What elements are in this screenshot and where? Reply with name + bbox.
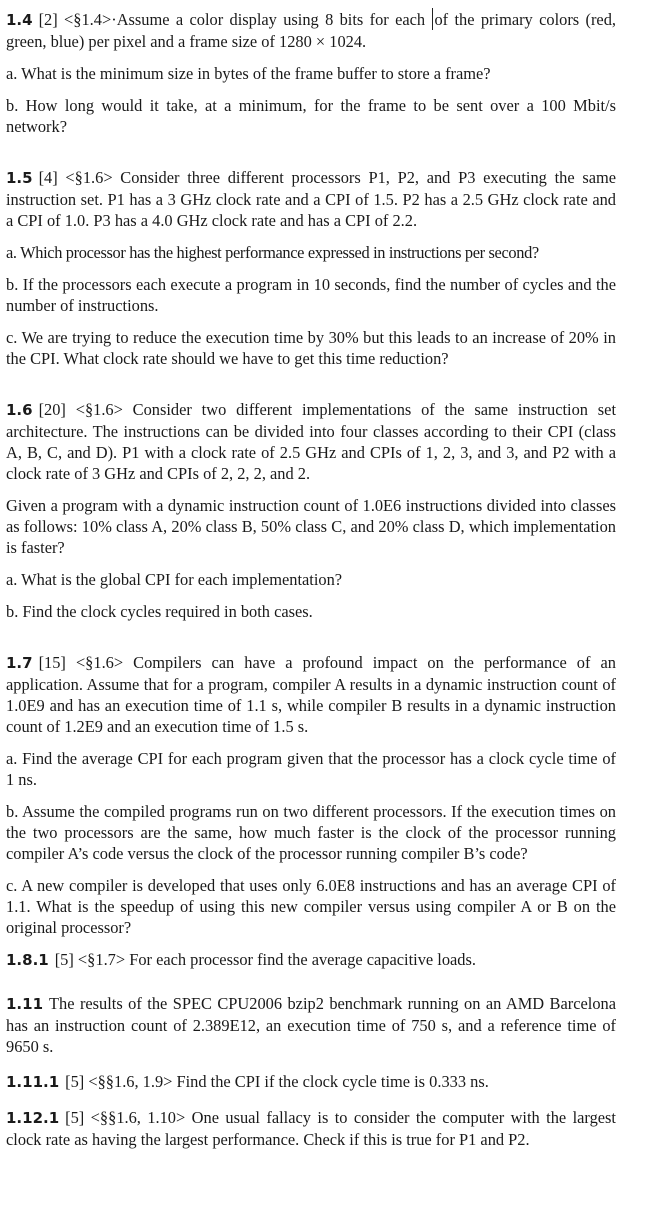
problem-1-7-part-b: b. Assume the compiled programs run on two different processors. If the execution times on the two processors are the same, how much faster is the clock of the processor running compiler A’s code versus the clock of the processor running compiler B’s code? bbox=[6, 802, 616, 863]
problem-number: 1.7 bbox=[6, 654, 33, 672]
problem-text: of the primary colors (red, green, blue) per pixel and a frame size of 1280 × 1024. bbox=[6, 10, 616, 51]
problem-1-5 bbox=[6, 167, 616, 231]
problem-text: Assume a color display using 8 bits for each bbox=[116, 10, 432, 29]
problem-1-6-extra: Given a program with a dynamic instruction count of 1.0E6 instructions divided into classes as follows: 10% class A, 20% class B, 50% class C, and 20% class D, which implementation is faster? bbox=[6, 496, 616, 557]
problem-number: 1.8.1 bbox=[6, 951, 49, 969]
problem-1-5-part-b: b. If the processors each execute a program in 10 seconds, find the number of cycles and the number of instructions. bbox=[6, 275, 616, 315]
problem-text: [15] <§1.6> Compilers can have a profound impact on the performance of an application. Assume that for a program, compiler A results in a dynamic instruction count of 1.0E9 and has an execution time of 1.1 s, while compiler B results in a dynamic instruction count of 1.2E9 and an execution time of 1.5 s. bbox=[6, 653, 616, 736]
problem-text: [20] <§1.6> Consider two different implementations of the same instruction set architecture. The instructions can be divided into four classes according to their CPI (class A, B, C, and D). P1 with a clock rate of 2.5 GHz and CPIs of 1, 2, 3, and 3, and P2 with a clock rate of 3 GHz and CPIs of 2, 2, 2, and 2. bbox=[6, 400, 616, 483]
problem-1-6 bbox=[6, 399, 616, 484]
problem-1-7-part-a: a. Find the average CPI for each program given that the processor has a clock cycle time of 1 ns. bbox=[6, 749, 616, 789]
problem-text: [4] <§1.6> Consider three different processors P1, P2, and P3 executing the same instruction set. P1 has a 3 GHz clock rate and a CPI of 1.5. P2 has a 2.5 GHz clock rate and a CPI of 1.0. P3 has a 4.0 GHz clock rate and has a CPI of 2.2. bbox=[6, 168, 616, 230]
problem-number: 1.6 bbox=[6, 401, 33, 419]
problem-text: [5] <§§1.6, 1.10> One usual fallacy is to consider the computer with the largest clock rate as having the largest performance. Check if this is true for P1 and P2. bbox=[6, 1108, 616, 1149]
problem-text: [5] <§§1.6, 1.9> Find the CPI if the clock cycle time is 0.333 ns. bbox=[65, 1072, 489, 1091]
problem-1-6-part-b: b. Find the clock cycles required in both cases. bbox=[6, 602, 313, 621]
problem-number: 1.5 bbox=[6, 169, 33, 187]
problem-1-12-1 bbox=[6, 1107, 616, 1150]
problem-1-4-part-b: b. How long would it take, at a minimum, for the frame to be sent over a 100 Mbit/s network? bbox=[6, 96, 616, 136]
problem-number: 1.11 bbox=[6, 995, 44, 1013]
problem-1-5-part-c: c. We are trying to reduce the execution time by 30% but this leads to an increase of 20% in the CPI. What clock rate should we have to get this time reduction? bbox=[6, 328, 616, 368]
problem-1-6-part-a: a. What is the global CPI for each implementation? bbox=[6, 570, 343, 589]
problem-1-11 bbox=[6, 993, 616, 1057]
problem-1-8-1 bbox=[6, 949, 616, 971]
problem-1-5-part-a: a. Which processor has the highest performance expressed in instructions per second? bbox=[6, 243, 539, 262]
problem-1-7 bbox=[6, 652, 616, 737]
problem-1-11-1 bbox=[6, 1071, 616, 1093]
problem-1-7-part-c: c. A new compiler is developed that uses only 6.0E8 instructions and has an average CPI of 1.1. What is the speedup of using this new compiler versus using compiler A or B on the original processor? bbox=[6, 876, 616, 937]
problem-text: [2] <§1.4> bbox=[38, 10, 112, 29]
problem-1-4-part-a: a. What is the minimum size in bytes of the frame buffer to store a frame? bbox=[6, 64, 491, 83]
problem-text: [5] <§1.7> For each processor find the average capacitive loads. bbox=[54, 950, 476, 969]
problem-number: 1.12.1 bbox=[6, 1109, 60, 1127]
problem-1-4: 1.4 [2] <§1.4>·Assume a color display using 8 bits for each of the primary colors (red, green, blue) per pixel and a frame size of 1280 × 1024. bbox=[6, 10, 616, 51]
problem-number: 1.11.1 bbox=[6, 1073, 60, 1091]
problem-text: The results of the SPEC CPU2006 bzip2 benchmark running on an AMD Barcelona has an instruction count of 2.389E12, an execution time of 750 s, and a reference time of 9650 s. bbox=[6, 994, 616, 1056]
problem-number: 1.4 bbox=[6, 11, 33, 29]
